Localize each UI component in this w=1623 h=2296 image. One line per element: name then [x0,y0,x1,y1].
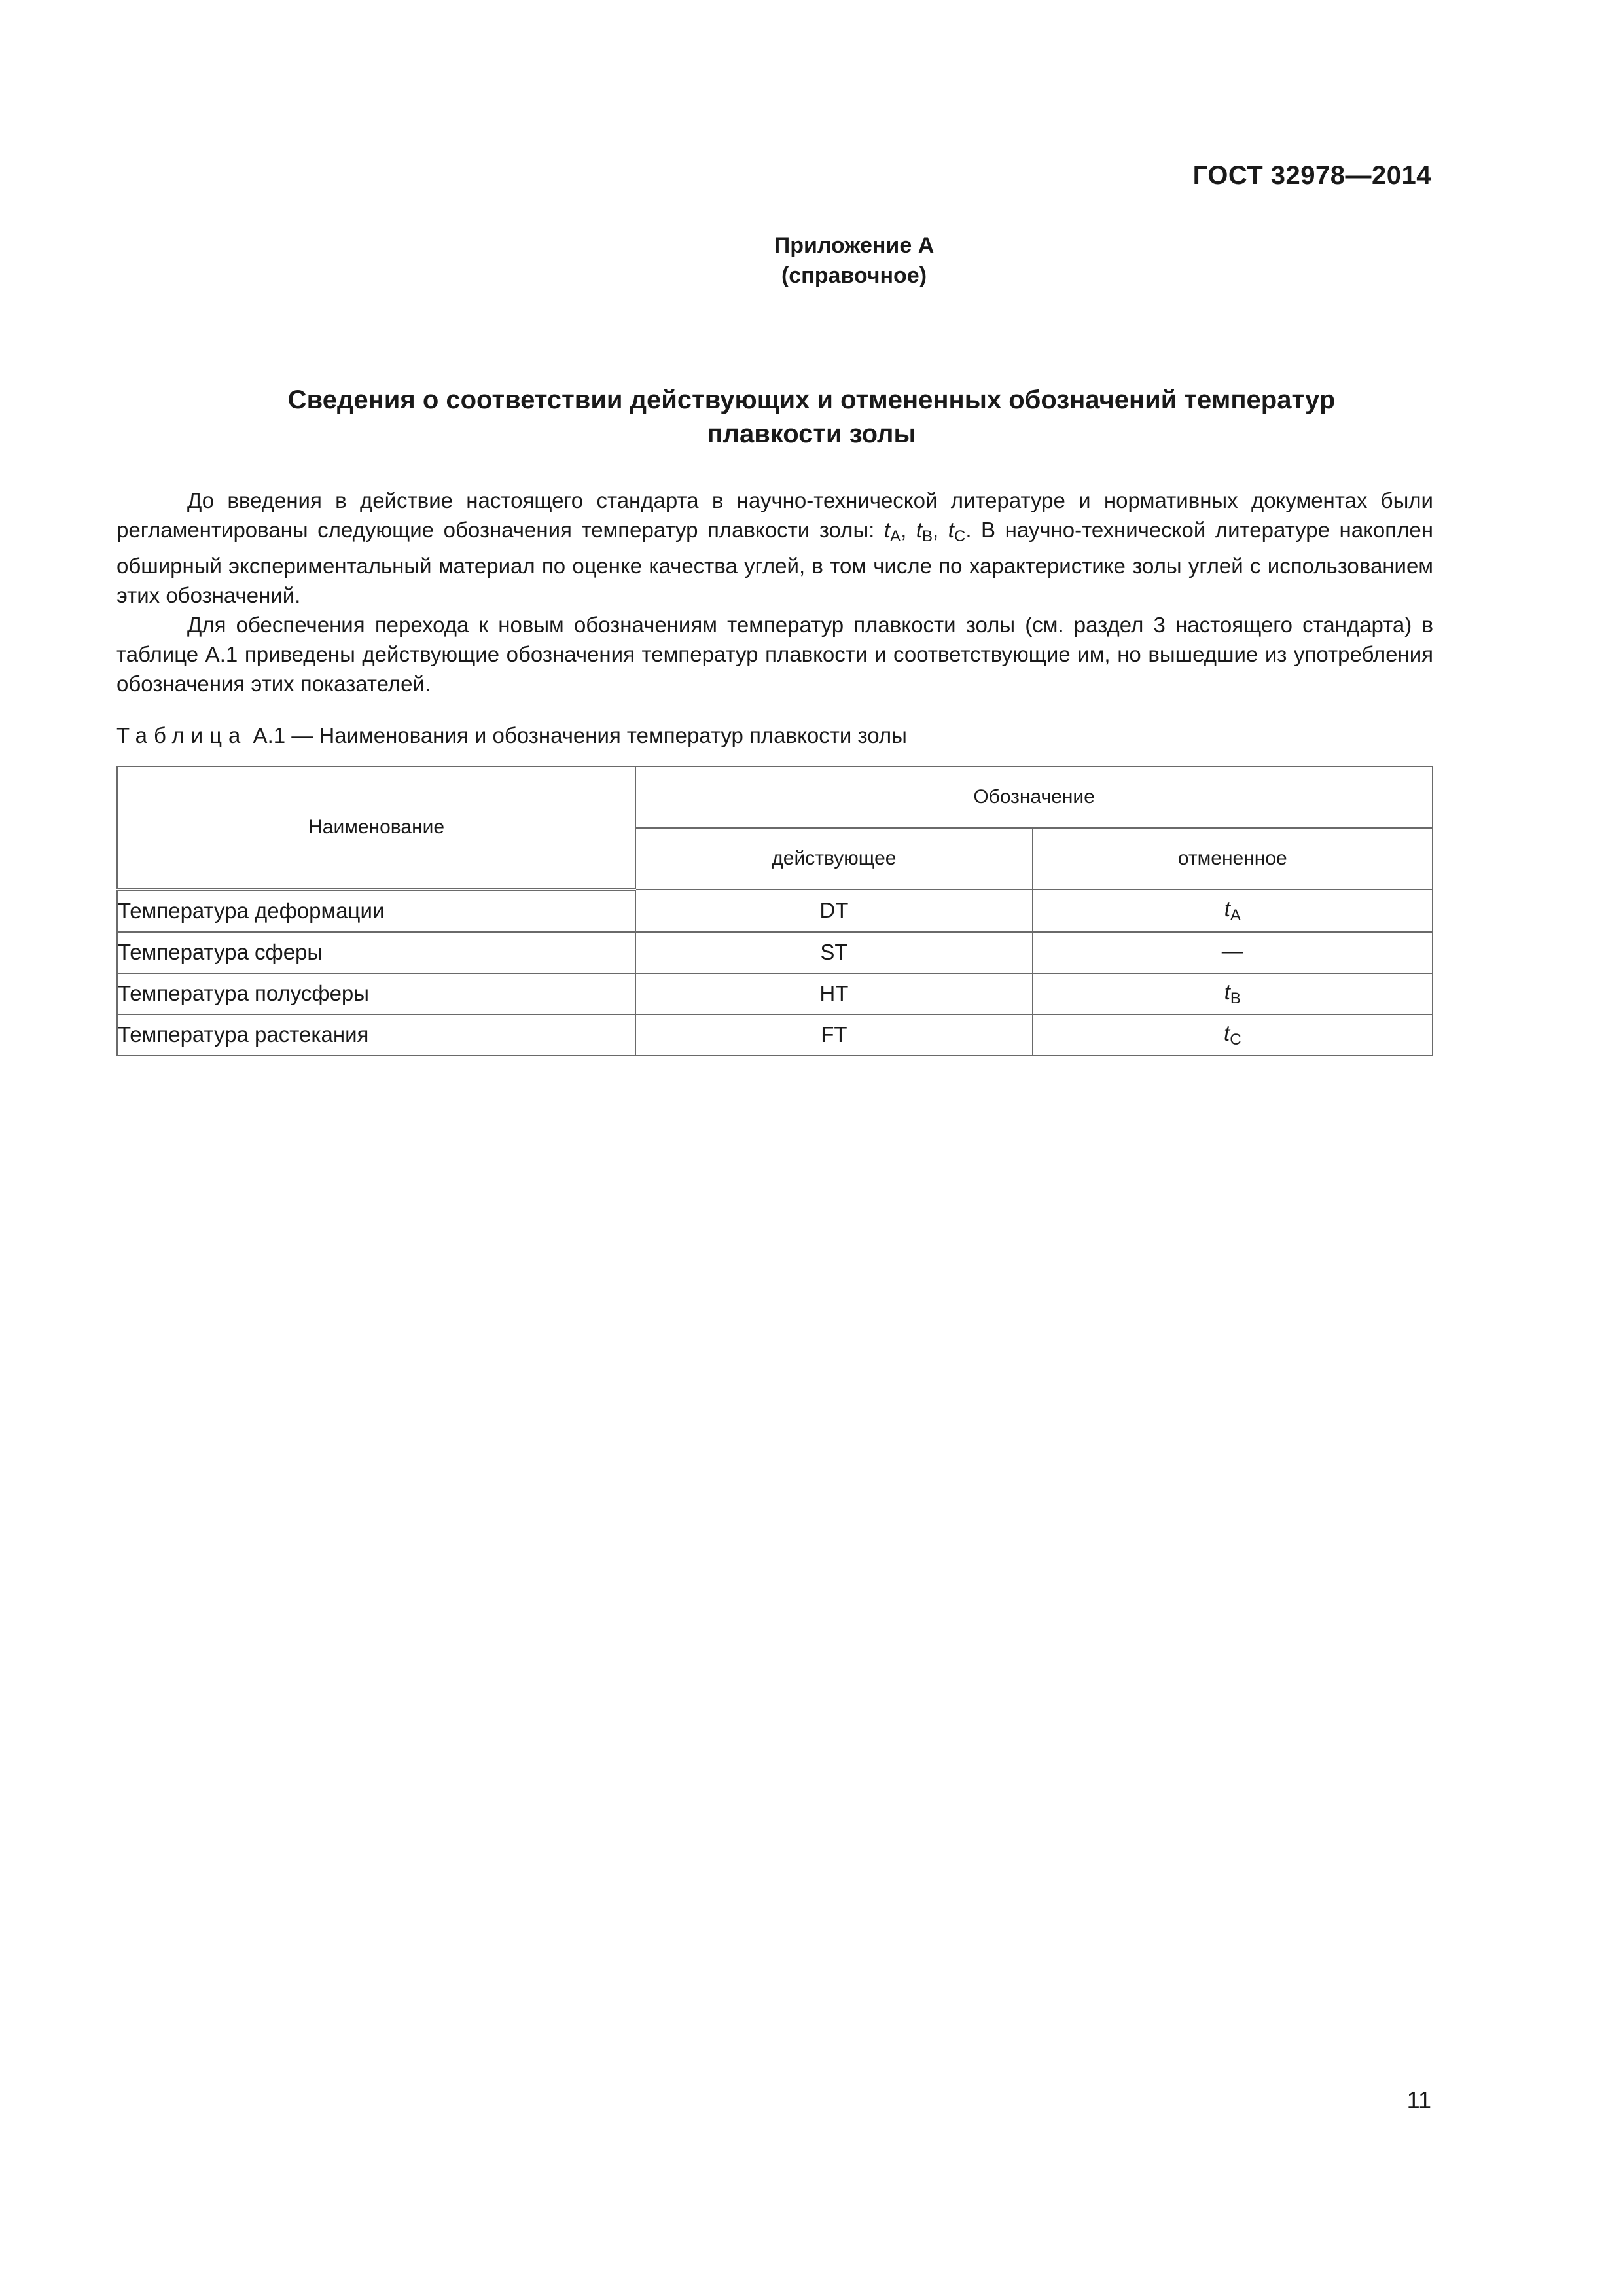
paragraph-1 [116,486,1433,610]
row-cancelled-subscript: C [1230,1030,1241,1049]
row-cancelled-symbol: t [1224,1020,1230,1045]
row-cancelled [1033,1014,1433,1056]
subscript-a: A [890,528,901,545]
section-title-line2: плавкости золы [707,420,916,448]
section-title-line1: Сведения о соответствии действующих и отмененных обозначений температур [287,386,1336,414]
header-name: Наименование [117,766,635,889]
row-cancelled-symbol: t [1224,979,1230,1004]
paragraph-1-text-a: До введения в действие настоящего стандарта в научно-технической литературе и нормативных документах были регламентированы следующие обозначения температур плавкости золы: [116,488,1433,542]
table-header-row [117,766,1433,828]
header-designation: Обозначение [635,766,1433,828]
row-name: Температура сферы [117,932,635,973]
table-row [117,1014,1433,1056]
row-cancelled-subscript: A [1230,906,1241,924]
table-row [117,973,1433,1014]
paragraph-2: Для обеспечения перехода к новым обозначениям температур плавкости золы (см. раздел 3 настоящего стандарта) в таблице А.1 приведены действующие обозначения температур плавкости и соответствующие им, но вышедшие из употребления обозначения этих показателей. [116,613,1433,696]
row-cancelled [1033,932,1433,973]
row-cancelled-symbol: t [1224,896,1230,921]
subscript-b: B [922,528,933,545]
body-text [116,486,1433,698]
row-name: Температура полусферы [117,973,635,1014]
row-current: FT [635,1014,1032,1056]
table-row [117,932,1433,973]
row-cancelled [1033,973,1433,1014]
appendix-kind: (справочное) [781,263,927,288]
table-caption [116,723,907,748]
fusibility-table [116,766,1433,1056]
appendix-heading [0,230,1623,291]
document-code: ГОСТ 32978—2014 [1192,161,1431,190]
header-cancelled: отмененное [1033,828,1433,889]
symbol-t-a: t [883,518,891,542]
symbol-t-b: t [916,518,923,542]
subscript-c: C [954,528,966,545]
section-title [131,383,1492,451]
table-row [117,889,1433,932]
paragraph-1-text-b: . В научно-технической литературе накоплен обширный экспериментальный материал по оценке качества углей, в том числе по характеристике золы углей с использованием этих обозначений. [116,518,1433,607]
row-name: Температура растекания [117,1014,635,1056]
row-current: DT [635,889,1032,932]
table-caption-label: Таблица [116,723,247,747]
row-current: ST [635,932,1032,973]
page-number: 11 [1406,2087,1431,2113]
table-caption-text: А.1 — Наименования и обозначения температур плавкости золы [247,723,907,747]
row-cancelled-subscript: B [1230,989,1241,1007]
row-cancelled [1033,889,1433,932]
separator-2: , [933,518,948,542]
symbol-t-c: t [948,518,954,542]
row-current: HT [635,973,1032,1014]
row-cancelled-symbol: — [1221,938,1243,963]
header-current: действующее [635,828,1032,889]
appendix-title: Приложение А [774,233,935,258]
separator-1: , [901,518,916,542]
row-name: Температура деформации [117,889,635,932]
